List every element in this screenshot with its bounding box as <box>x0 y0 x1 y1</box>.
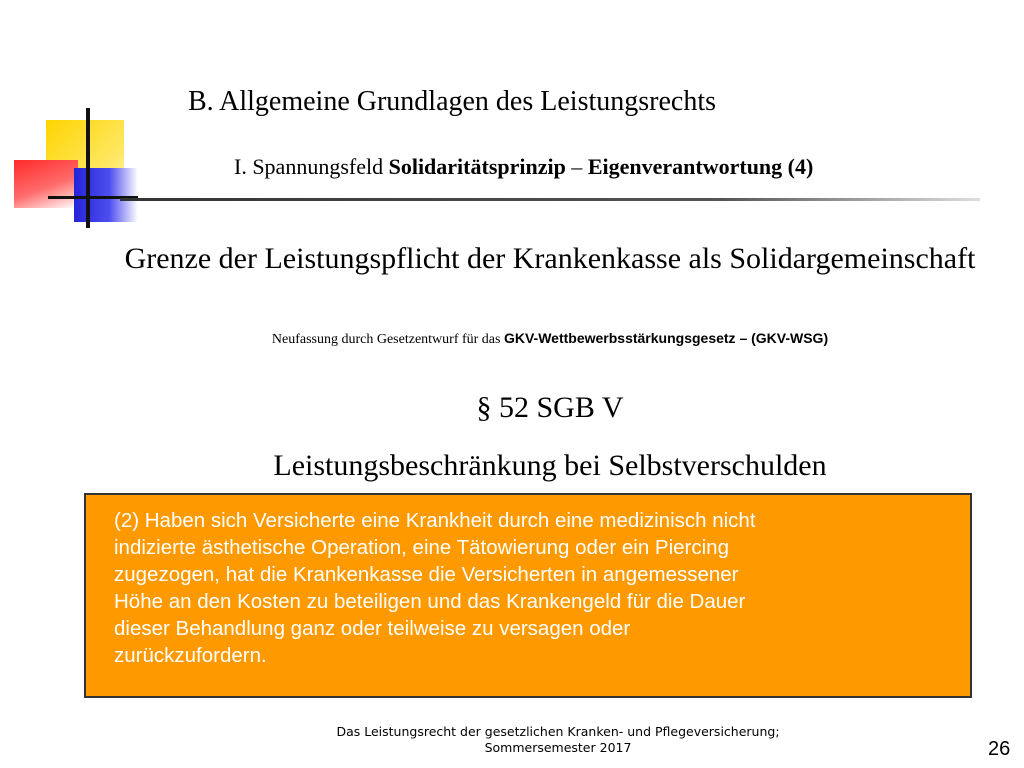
paragraph-heading: Leistungsbeschränkung bei Selbstverschulden <box>273 449 827 482</box>
footer-line-1: Das Leistungsrecht der gesetzlichen Kranken- und Pflegeversicherung; <box>336 724 780 739</box>
subtitle-bold-responsibility: Eigenverantwortung (4) <box>587 154 814 179</box>
law-text-box <box>84 493 972 698</box>
logo-vertical-line <box>86 108 90 228</box>
paragraph-reference: § 52 SGB V <box>476 391 624 424</box>
decorative-logo <box>0 0 200 240</box>
slide-subtitle <box>234 154 813 180</box>
subtitle-bold-solidarity: Solidaritätsprinzip <box>388 154 566 179</box>
law-note-prefix: Neufassung durch Gesetzentwurf für das <box>271 332 504 347</box>
page-number: 26 <box>988 738 1011 760</box>
footer <box>300 724 816 756</box>
title-divider <box>120 198 980 201</box>
law-note <box>120 330 980 348</box>
footer-line-2: Sommersemester 2017 <box>484 740 632 755</box>
logo-blue-square <box>74 168 138 222</box>
logo-red-square <box>14 160 78 208</box>
subtitle-dash: – <box>565 154 588 179</box>
section-heading: Grenze der Leistungspflicht der Krankenkasse als Solidargemeinschaft <box>124 242 976 275</box>
subtitle-prefix: I. Spannungsfeld <box>234 154 389 179</box>
slide-title: B. Allgemeine Grundlagen des Leistungsrechts <box>188 86 716 117</box>
law-text: (2) Haben sich Versicherte eine Krankheit durch eine medizinisch nicht indizierte ästhetische Operation, eine Tätowierung oder ein Piercing zugezogen, hat die Krankenkasse die Versicherten in angemessener Höhe an den Kosten zu beteiligen und das Krankengeld für die Dauer dieser Behandlung ganz oder teilweise zu versagen oder zurückzufordern. <box>114 509 756 667</box>
law-note-bold: GKV-Wettbewerbsstärkungsgesetz – (GKV-WSG) <box>503 330 829 346</box>
